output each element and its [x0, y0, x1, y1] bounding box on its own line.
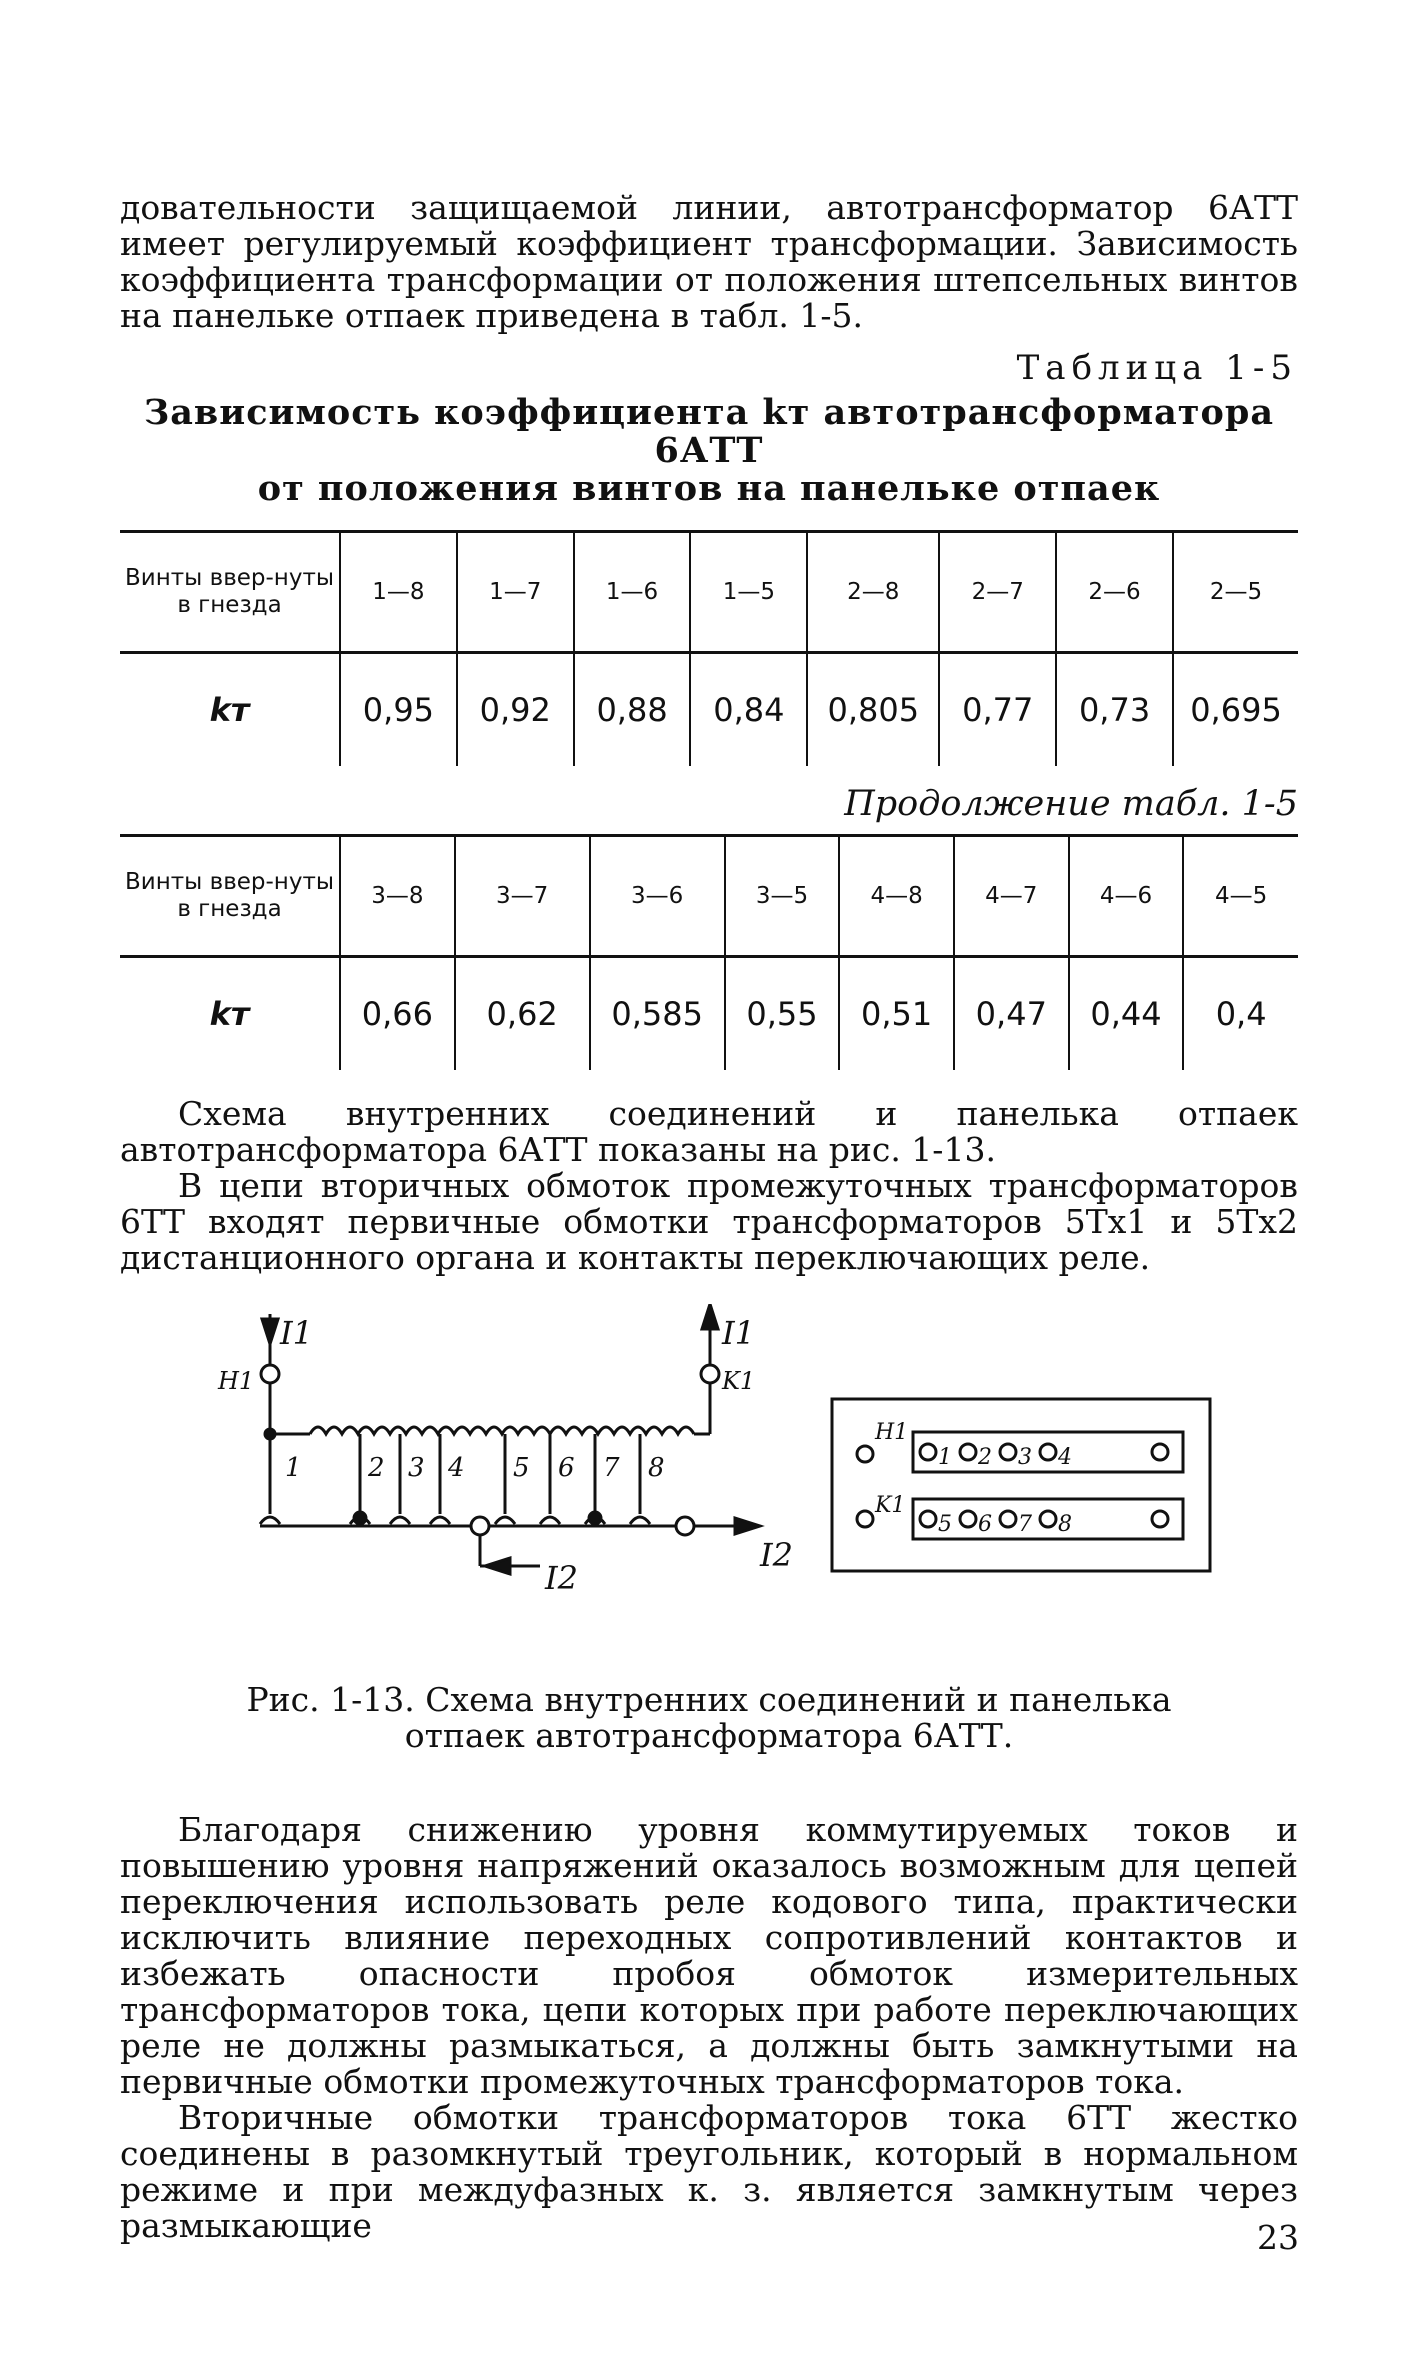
panel-tap: 4	[1058, 1445, 1072, 1470]
table-2-col: 3—6	[590, 836, 725, 957]
table-2-col: 4—5	[1183, 836, 1298, 957]
tap-label: 7	[603, 1453, 620, 1483]
continuation-label: Продолжение табл. 1-5	[844, 784, 1298, 824]
autotransformer-winding	[310, 1427, 694, 1434]
paragraph-2: Схема внутренних соединений и панелька отпаек автотрансформатора 6АТТ показаны на рис. 1-13.	[120, 1094, 1298, 1169]
table-2-value: 0,4	[1183, 957, 1298, 1071]
table-2-value: 0,51	[839, 957, 954, 1071]
label-h1: H1	[218, 1367, 255, 1395]
table-2-value: 0,47	[954, 957, 1069, 1071]
table-1-col: 1—6	[574, 532, 691, 653]
table-1-header-label: Винты ввер-нуты в гнезда	[120, 532, 340, 653]
panel-tap: 3	[1018, 1445, 1032, 1470]
panel-tap: 8	[1058, 1512, 1072, 1537]
table-1-col: 2—6	[1056, 532, 1173, 653]
table-2-value: 0,66	[340, 957, 455, 1071]
panel-tap: 5	[938, 1512, 952, 1537]
table-2-col: 3—7	[455, 836, 590, 957]
tap-label: 4	[448, 1453, 465, 1483]
tap-label: 3	[408, 1453, 425, 1483]
page-body	[120, 190, 1298, 2244]
tap-label: 5	[513, 1453, 530, 1483]
table-label: Таблица 1-5	[1016, 348, 1298, 388]
tap-label: 2	[368, 1453, 385, 1483]
paragraph-5: Вторичные обмотки трансформаторов тока 6ТТ жестко соединены в разомкнутый треугольник, который в нормальном режиме и при междуфазных к. з. является замкнутым через размыкающие	[120, 2098, 1298, 2245]
table-1-col: 2—5	[1173, 532, 1298, 653]
table-2-col: 3—8	[340, 836, 455, 957]
tap-label: 1	[285, 1453, 302, 1483]
figure-caption-line-2: отпаек автотрансформатора 6АТТ.	[404, 1716, 1014, 1755]
table-1-col: 2—7	[939, 532, 1056, 653]
table-2-col: 4—7	[954, 836, 1069, 957]
label-k1: K1	[722, 1367, 756, 1395]
table-2-value: 0,585	[590, 957, 725, 1071]
table-1	[120, 530, 1298, 766]
paragraph-1: довательности защищаемой линии, автотрансформатор 6АТТ имеет регулируемый коэффициент трансформации. Зависимость коэффициента трансформации от положения штепсельных винтов на панельке отпаек приведена в табл. 1-5.	[120, 188, 1298, 335]
paragraph-4: Благодаря снижению уровня коммутируемых токов и повышению уровня напряжений оказалось возможным для цепей переключения использовать реле кодового типа, практически исключить влияние переходных сопротивлений контактов и избежать опасности пробоя обмоток измерительных трансформаторов тока, цепи которых при работе переключающих реле не должны размыкаться, а должны быть замкнутыми на первичные обмотки промежуточных трансформаторов тока.	[120, 1810, 1298, 2101]
page-number: 23	[1257, 2218, 1299, 2257]
table-1-value: 0,92	[457, 653, 574, 767]
label-i2-bottom: I2	[545, 1559, 578, 1597]
table-2-value: 0,55	[725, 957, 840, 1071]
table-1-value: 0,95	[340, 653, 457, 767]
table-1-col: 2—8	[807, 532, 939, 653]
table-1-value: 0,88	[574, 653, 691, 767]
table-title-line-1: Зависимость коэффициента kт автотрансформатора 6АТТ	[144, 392, 1274, 471]
table-2-value: 0,44	[1069, 957, 1184, 1071]
tap-label: 8	[648, 1453, 665, 1483]
table-2-col: 3—5	[725, 836, 840, 957]
table-title-line-2: от положения винтов на панельке отпаек	[257, 468, 1161, 509]
table-1-col: 1—8	[340, 532, 457, 653]
panel-tap: 1	[938, 1445, 952, 1470]
panel-row2-label: K1	[875, 1493, 906, 1518]
label-i2-right: I2	[760, 1536, 793, 1574]
panel-tap: 7	[1018, 1512, 1032, 1537]
table-2-header-label: Винты ввер-нуты в гнезда	[120, 836, 340, 957]
tap-label: 6	[558, 1453, 575, 1483]
table-2	[120, 834, 1298, 1070]
panel-tap: 6	[978, 1512, 992, 1537]
circuit-diagram	[120, 1304, 1298, 1674]
table-1-value: 0,84	[690, 653, 807, 767]
table-1-value: 0,695	[1173, 653, 1298, 767]
label-i1-right: I1	[722, 1314, 755, 1352]
panel-row1-label: H1	[875, 1420, 909, 1445]
table-1-value: 0,805	[807, 653, 939, 767]
table-1-row-label: kт	[209, 691, 250, 729]
table-1-col: 1—7	[457, 532, 574, 653]
label-i1-left: I1	[280, 1314, 313, 1352]
table-1-value: 0,73	[1056, 653, 1173, 767]
panel-tap: 2	[978, 1445, 992, 1470]
figure-1-13	[120, 1304, 1298, 1674]
table-1-value: 0,77	[939, 653, 1056, 767]
tap-panel	[832, 1399, 1210, 1571]
tap-contacts	[260, 1512, 650, 1524]
paragraph-3: В цепи вторичных обмоток промежуточных трансформаторов 6ТТ входят первичные обмотки трансформаторов 5Тх1 и 5Тх2 дистанционного органа и контакты переключающих реле.	[120, 1166, 1298, 1277]
table-2-col: 4—8	[839, 836, 954, 957]
figure-caption-line-1: Рис. 1-13. Схема внутренних соединений и панелька	[246, 1680, 1172, 1719]
table-2-value: 0,62	[455, 957, 590, 1071]
table-1-col: 1—5	[690, 532, 807, 653]
table-2-col: 4—6	[1069, 836, 1184, 957]
table-2-row-label: kт	[209, 995, 250, 1033]
